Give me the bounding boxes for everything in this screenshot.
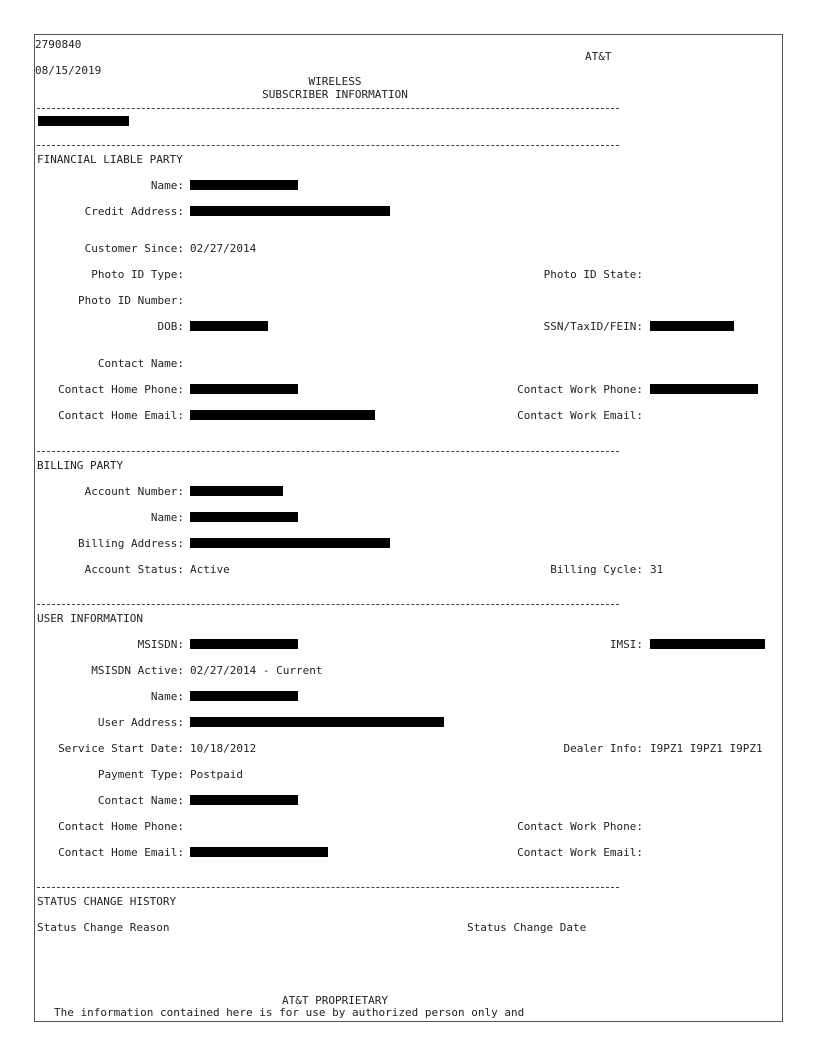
section-title-status-history: STATUS CHANGE HISTORY xyxy=(37,895,177,908)
financial-name-label: Name: xyxy=(150,179,184,192)
payment-type-value: Postpaid xyxy=(190,768,243,781)
redaction-bar xyxy=(190,206,390,216)
imsi-label: IMSI: xyxy=(609,638,643,651)
msisdn-active-value: 02/27/2014 - Current xyxy=(190,664,323,677)
section-title-financial: FINANCIAL LIABLE PARTY xyxy=(37,153,183,166)
user-address-label: User Address: xyxy=(97,716,184,729)
redaction-bar xyxy=(190,486,283,496)
msisdn-active-label: MSISDN Active: xyxy=(91,664,184,677)
redaction-bar xyxy=(190,180,298,190)
redaction-bar xyxy=(190,847,328,857)
payment-type-label: Payment Type: xyxy=(97,768,184,781)
status-change-date-header: Status Change Date xyxy=(467,921,587,934)
divider xyxy=(37,451,619,452)
redaction-bar xyxy=(38,116,129,126)
redaction-bar xyxy=(190,691,298,701)
user-contact-home-email-label: Contact Home Email: xyxy=(58,846,184,859)
contact-home-phone-label: Contact Home Phone: xyxy=(58,383,184,396)
section-title-billing: BILLING PARTY xyxy=(37,459,124,472)
billing-cycle-label: Billing Cycle: xyxy=(550,563,643,576)
contact-name-label: Contact Name: xyxy=(97,357,184,370)
redaction-bar xyxy=(190,717,444,727)
account-status-value: Active xyxy=(190,563,230,576)
report-title-line2: SUBSCRIBER INFORMATION xyxy=(262,88,408,101)
document-id: 2790840 xyxy=(35,38,82,51)
credit-address-label: Credit Address: xyxy=(84,205,184,218)
account-status-label: Account Status: xyxy=(84,563,184,576)
user-contact-work-phone-label: Contact Work Phone: xyxy=(517,820,643,833)
user-contact-home-phone-label: Contact Home Phone: xyxy=(58,820,184,833)
status-change-reason-header: Status Change Reason xyxy=(37,921,170,934)
msisdn-label: MSISDN: xyxy=(137,638,184,651)
contact-work-email-label: Contact Work Email: xyxy=(517,409,643,422)
account-number-label: Account Number: xyxy=(84,485,184,498)
redaction-bar xyxy=(190,538,390,548)
dob-label: DOB: xyxy=(157,320,184,333)
user-contact-name-label: Contact Name: xyxy=(97,794,184,807)
ssn-label: SSN/TaxID/FEIN: xyxy=(543,320,643,333)
service-start-label: Service Start Date: xyxy=(58,742,184,755)
redaction-bar xyxy=(190,321,268,331)
report-date: 08/15/2019 xyxy=(35,64,102,77)
redaction-bar xyxy=(190,410,375,420)
dealer-info-label: Dealer Info: xyxy=(563,742,643,755)
billing-address-label: Billing Address: xyxy=(78,537,184,550)
redaction-bar xyxy=(190,512,298,522)
user-contact-work-email-label: Contact Work Email: xyxy=(517,846,643,859)
billing-cycle-value: 31 xyxy=(650,563,664,576)
dealer-info-value: I9PZ1 I9PZ1 I9PZ1 xyxy=(650,742,763,755)
divider xyxy=(37,108,619,109)
photo-id-type-label: Photo ID Type: xyxy=(91,268,184,281)
redaction-bar xyxy=(650,384,758,394)
customer-since-label: Customer Since: xyxy=(84,242,184,255)
proprietary-notice-title: AT&T PROPRIETARY xyxy=(282,994,388,1007)
photo-id-state-label: Photo ID State: xyxy=(543,268,643,281)
redaction-bar xyxy=(650,639,765,649)
proprietary-notice-text: The information contained here is for use by authorized person only and xyxy=(54,1006,525,1019)
redaction-bar xyxy=(190,639,298,649)
redaction-bar xyxy=(190,384,298,394)
section-title-user: USER INFORMATION xyxy=(37,612,143,625)
redaction-bar xyxy=(190,795,298,805)
service-start-value: 10/18/2012 xyxy=(190,742,257,755)
carrier-name: AT&T xyxy=(585,50,612,63)
photo-id-number-label: Photo ID Number: xyxy=(78,294,184,307)
divider xyxy=(37,604,619,605)
billing-name-label: Name: xyxy=(150,511,184,524)
divider xyxy=(37,887,619,888)
report-title-line1: WIRELESS xyxy=(308,75,362,88)
customer-since-value: 02/27/2014 xyxy=(190,242,257,255)
redaction-bar xyxy=(650,321,734,331)
divider xyxy=(37,145,619,146)
user-name-label: Name: xyxy=(150,690,184,703)
document-page xyxy=(34,34,783,1022)
contact-work-phone-label: Contact Work Phone: xyxy=(517,383,643,396)
contact-home-email-label: Contact Home Email: xyxy=(58,409,184,422)
